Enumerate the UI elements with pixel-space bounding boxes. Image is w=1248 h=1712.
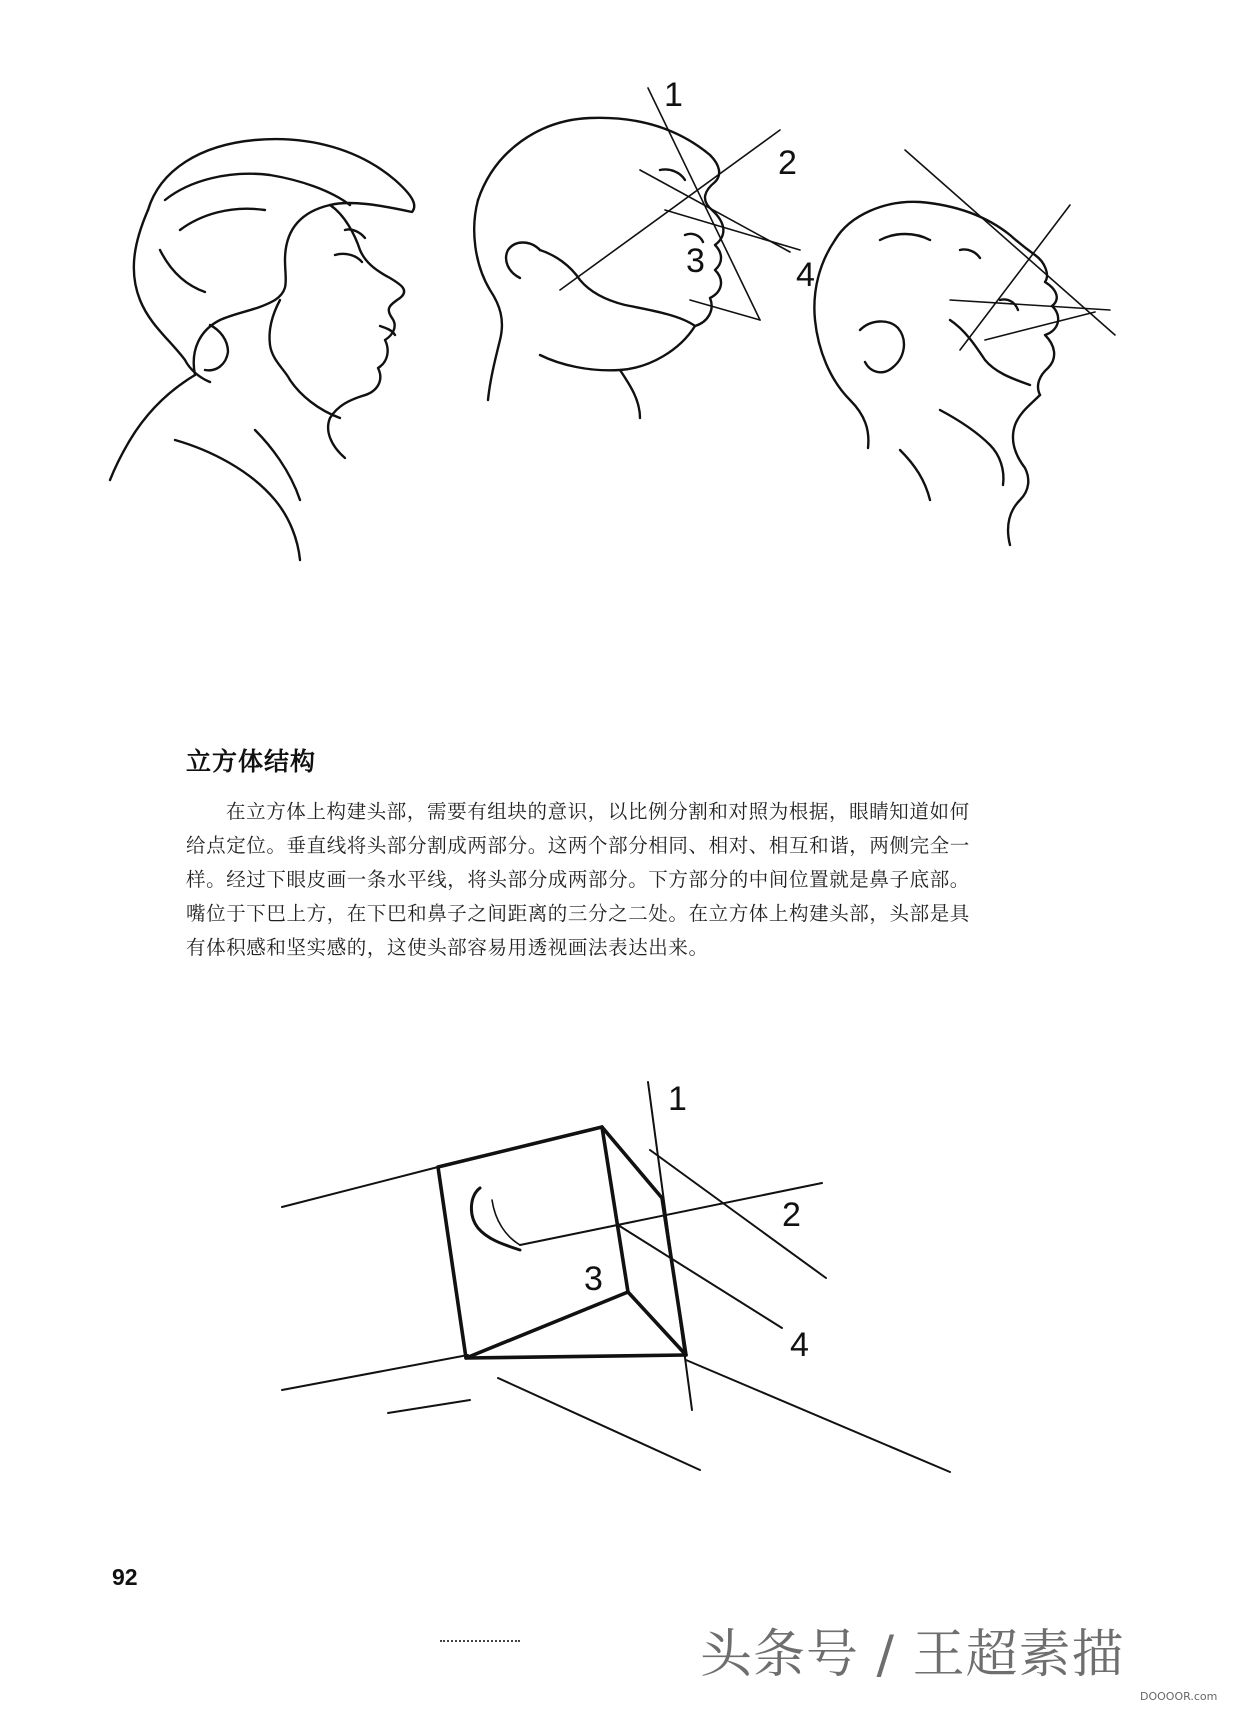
paragraph-line: 在立方体上构建头部，需要有组块的意识，以比例分割和对照为根据，眼睛知道如何 [226,800,970,823]
watermark-site: DOOOOR.com [1140,1690,1218,1703]
guide-line [388,1400,470,1413]
head-sketch-upward [814,150,1115,545]
top-label-3: 3 [686,242,705,280]
top-label-4: 4 [796,256,815,294]
guide-line [686,1360,950,1472]
guide-line [282,1355,468,1390]
bottom-label-3: 3 [584,1260,603,1298]
cube-bottom-edge [466,1355,686,1358]
paragraph-line: 嘴位于下巴上方，在下巴和鼻子之间距离的三分之二处。在立方体上构建头部，头部是具 [186,902,970,925]
guide-line [282,1167,438,1207]
ear-mark [471,1188,520,1250]
line-2 [520,1183,822,1245]
bottom-label-1: 1 [668,1080,687,1118]
bottom-label-4: 4 [790,1326,809,1364]
bottom-label-2: 2 [782,1196,801,1234]
paragraph-line: 样。经过下眼皮画一条水平线，将头部分成两部分。下方部分的中间位置就是鼻子底部。 [186,868,970,891]
head-sketch-woman [110,139,414,560]
cube-side-face [602,1127,686,1355]
section-title: 立方体结构 [186,747,317,776]
top-label-2: 2 [778,144,797,182]
body-paragraph [186,795,1062,965]
guide-line [498,1378,700,1470]
vertical-line-1 [648,1082,692,1410]
cube-front-face [438,1127,628,1358]
top-label-1: 1 [664,76,683,114]
head-sketch-construction [474,88,800,418]
paragraph-line: 有体积感和坚实感的，这使头部容易用透视画法表达出来。 [186,936,709,959]
footer-divider [440,1640,520,1645]
page-number: 92 [112,1564,138,1590]
paragraph-line: 给点定位。垂直线将头部分割成两部分。这两个部分相同、相对、相互和谐，两侧完全一 [186,834,970,857]
head-sketches-figure [0,0,1248,600]
watermark-text: 头条号 / 王超素描 [700,1625,1125,1685]
line-4 [618,1225,782,1328]
